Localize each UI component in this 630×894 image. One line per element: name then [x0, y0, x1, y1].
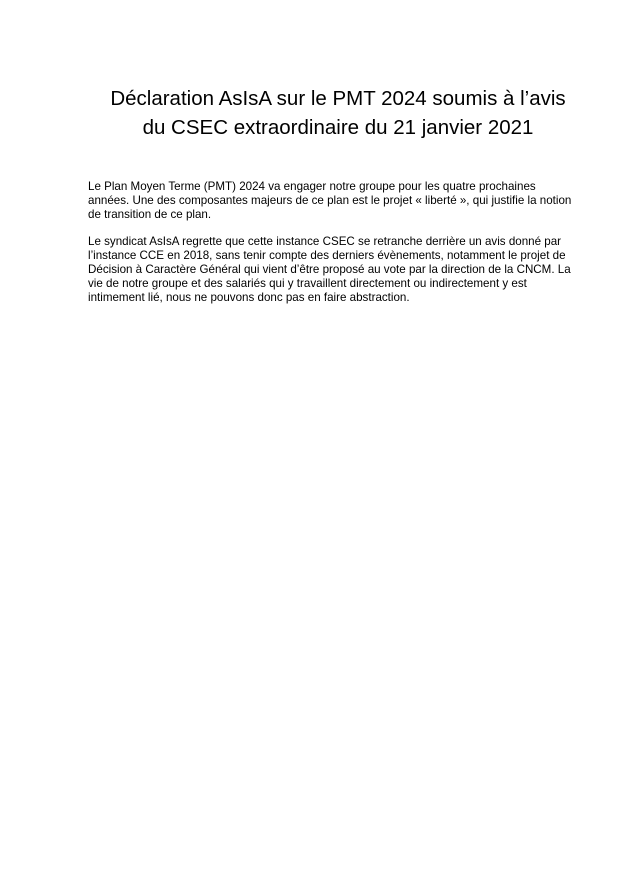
paragraph-line: Décision à Caractère Général qui vient d’être proposé au vote par la direction de la CNCM. La — [88, 263, 571, 276]
paragraph-line: Le Plan Moyen Terme (PMT) 2024 va engager notre groupe pour les quatre prochaines — [88, 180, 536, 193]
paragraph-line: de transition de ce plan. — [88, 208, 212, 221]
paragraph-line: intimement lié, nous ne pouvons donc pas en faire abstraction. — [88, 291, 410, 304]
document-body — [88, 180, 598, 318]
paragraph-line: l’instance CCE en 2018, sans tenir compte des derniers évènements, notamment le projet de — [88, 249, 566, 262]
title-line-2: du CSEC extraordinaire du 21 janvier 2021 — [142, 116, 534, 139]
paragraph-2 — [88, 235, 598, 305]
paragraph-1 — [88, 180, 598, 222]
paragraph-line: années. Une des composantes majeurs de ce plan est le projet « liberté », qui justifie la notion — [88, 194, 572, 207]
title-line-1: Déclaration AsIsA sur le PMT 2024 soumis à l’avis — [110, 87, 566, 110]
paragraph-line: Le syndicat AsIsA regrette que cette instance CSEC se retranche derrière un avis donné par — [88, 235, 562, 248]
paragraph-line: vie de notre groupe et des salariés qui y travaillent directement ou indirectement y est — [88, 277, 527, 290]
document-title — [88, 84, 588, 142]
